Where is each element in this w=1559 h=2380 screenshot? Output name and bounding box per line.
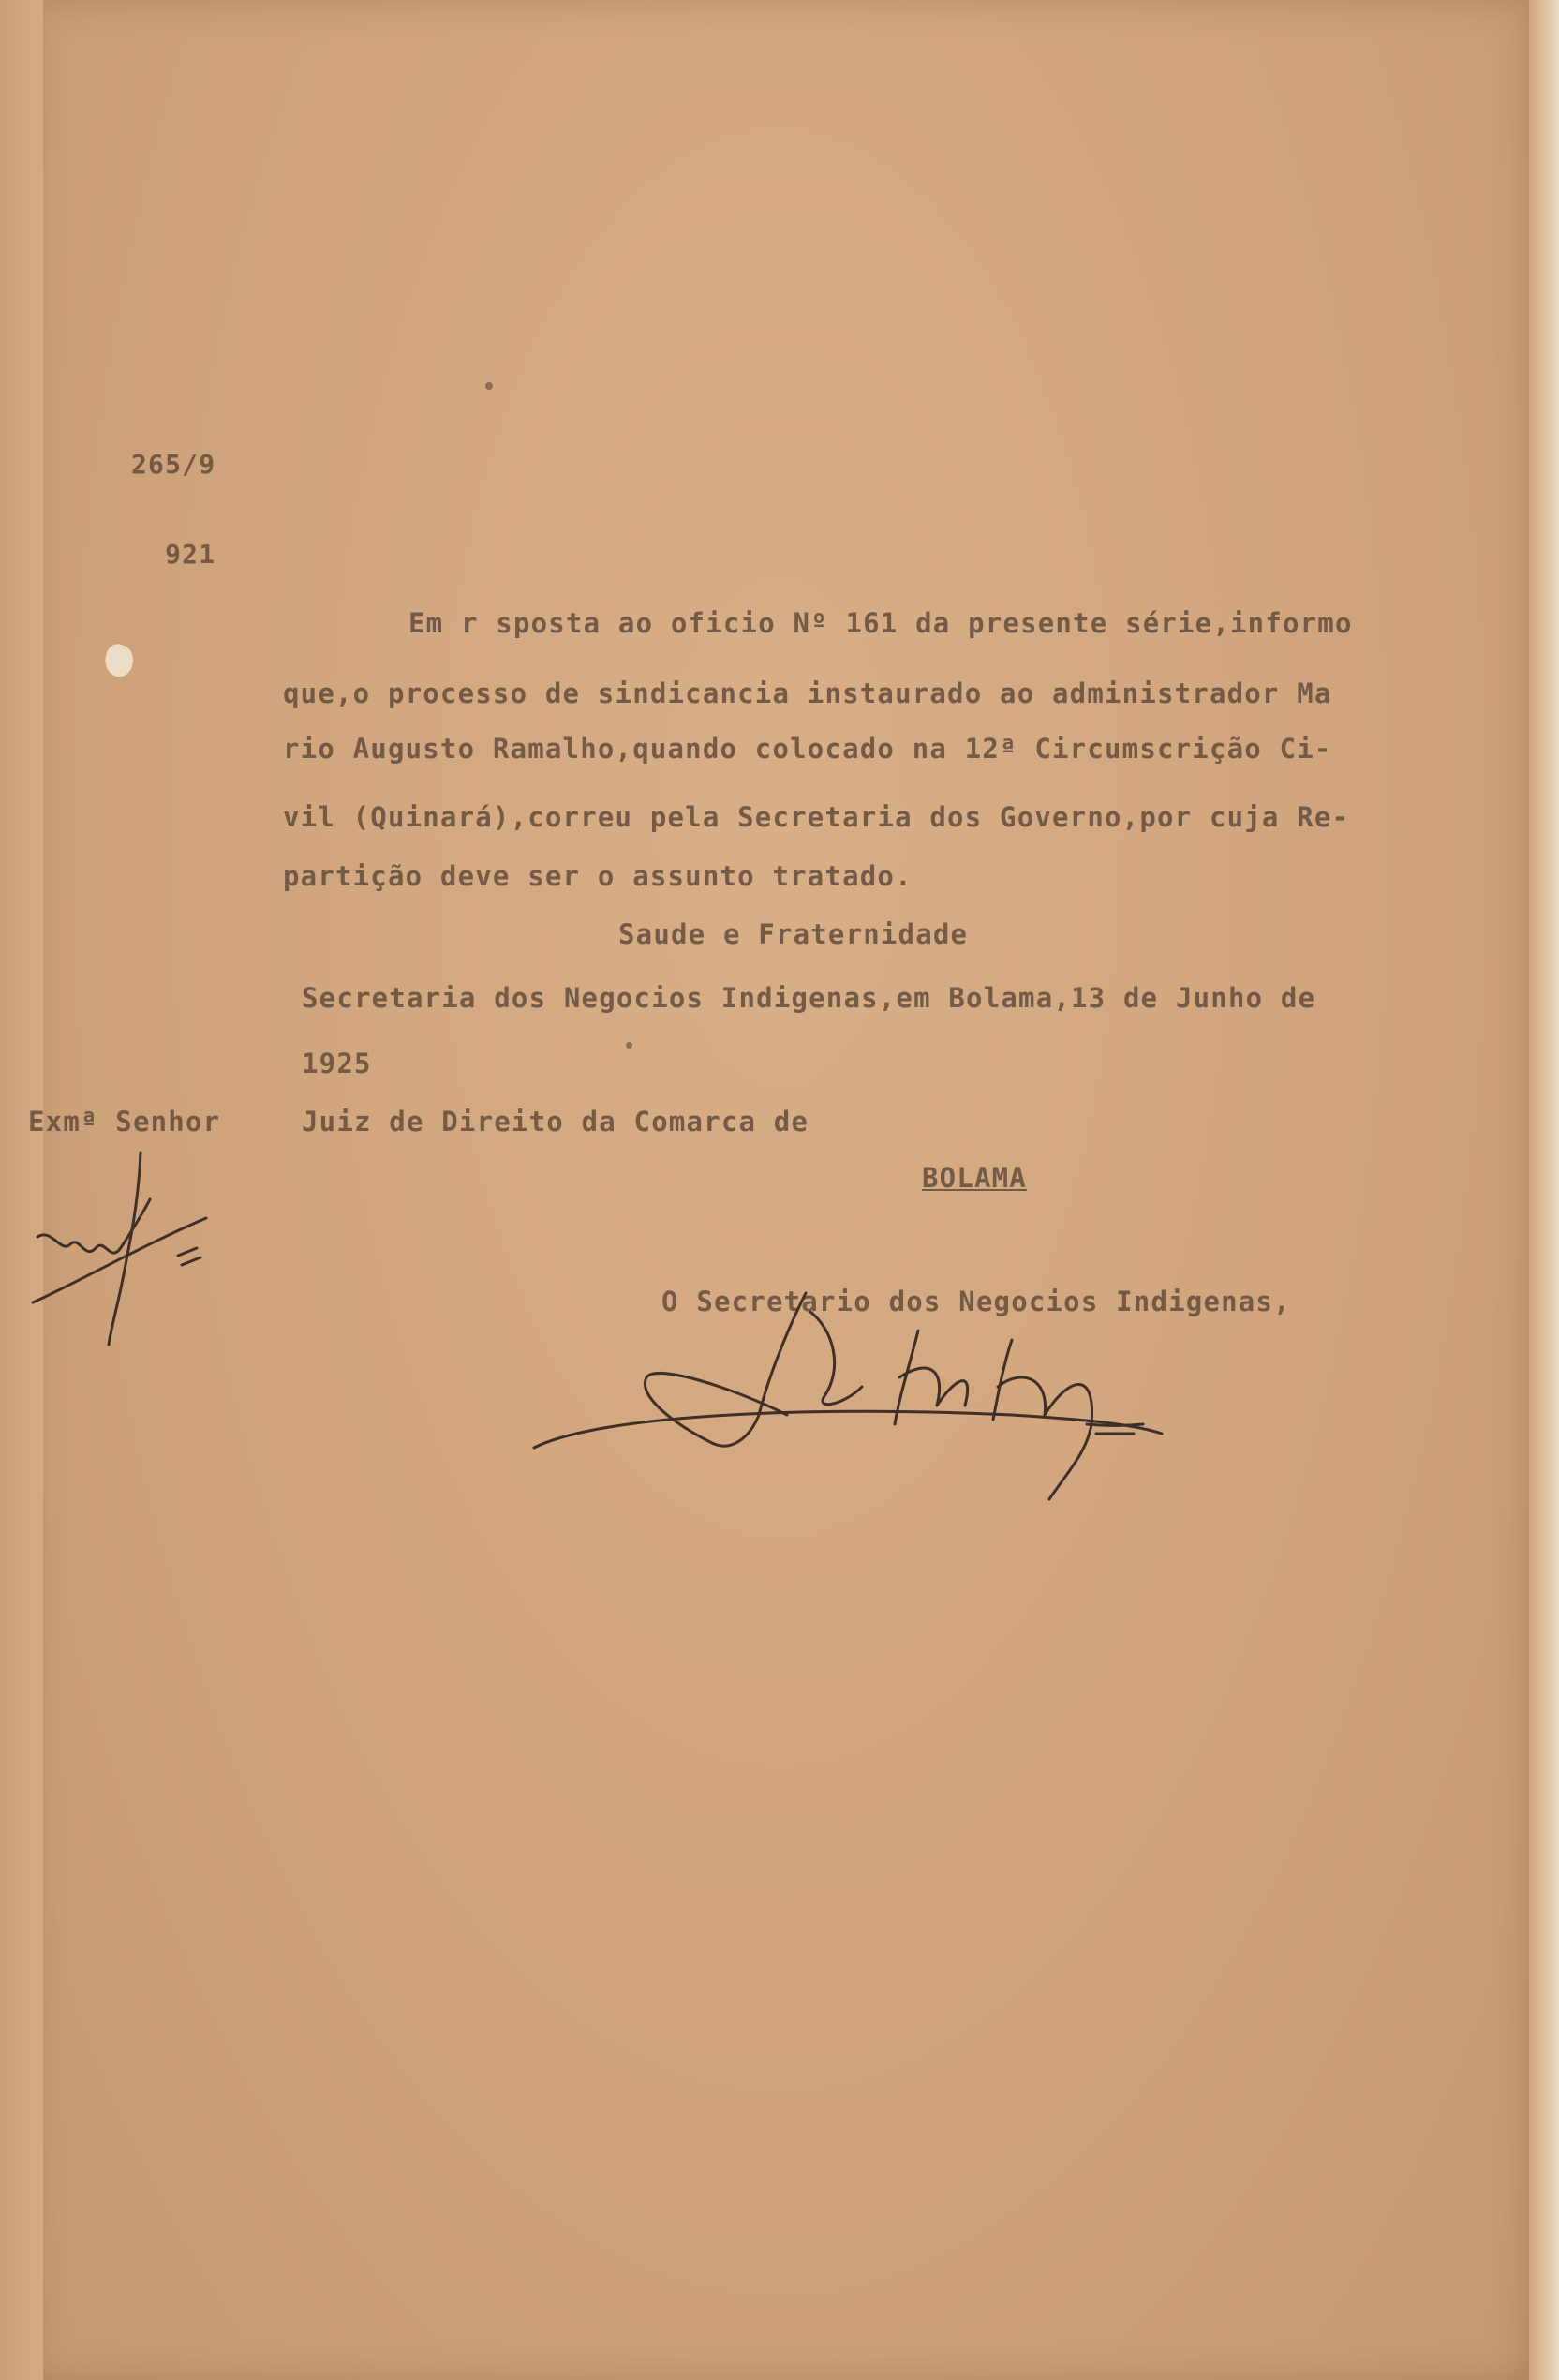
salutation: Saude e Fraternidade	[618, 918, 969, 950]
addressee-city: BOLAMA	[922, 1162, 1027, 1194]
body-line-5: partição deve ser o assunto tratado.	[283, 860, 913, 892]
body-line-2: que,o processo de sindicancia instaurado ao administrador Ma	[283, 677, 1332, 709]
reference-year: 921	[165, 539, 216, 570]
addressee-prefix: Exmª Senhor	[28, 1106, 221, 1138]
place-date-line: Secretaria dos Negocios Indigenas,em Bolama,13 de Junho de	[302, 982, 1316, 1014]
ink-speck	[485, 382, 493, 390]
secretary-signature	[525, 1274, 1180, 1509]
addressee: Juiz de Direito da Comarca de	[302, 1106, 809, 1138]
body-line-1: Em r sposta ao oficio Nº 161 da presente série,informo	[408, 607, 1353, 639]
body-line-3: rio Augusto Ramalho,quando colocado na 12ª Circumscrição Ci-	[283, 733, 1332, 765]
right-paper-edge	[1529, 0, 1559, 2380]
document-sheet	[30, 0, 1529, 2380]
margin-initials-signature	[28, 1143, 225, 1359]
signatory-title: O Secretario dos Negocios Indigenas,	[661, 1286, 1291, 1317]
date-year: 1925	[302, 1048, 372, 1079]
ink-speck	[626, 1042, 632, 1049]
reference-number	[131, 390, 215, 600]
reference-serial: 265/9	[131, 449, 216, 480]
body-line-4: vil (Quinará),correu pela Secretaria dos Governo,por cuja Re-	[283, 801, 1350, 833]
